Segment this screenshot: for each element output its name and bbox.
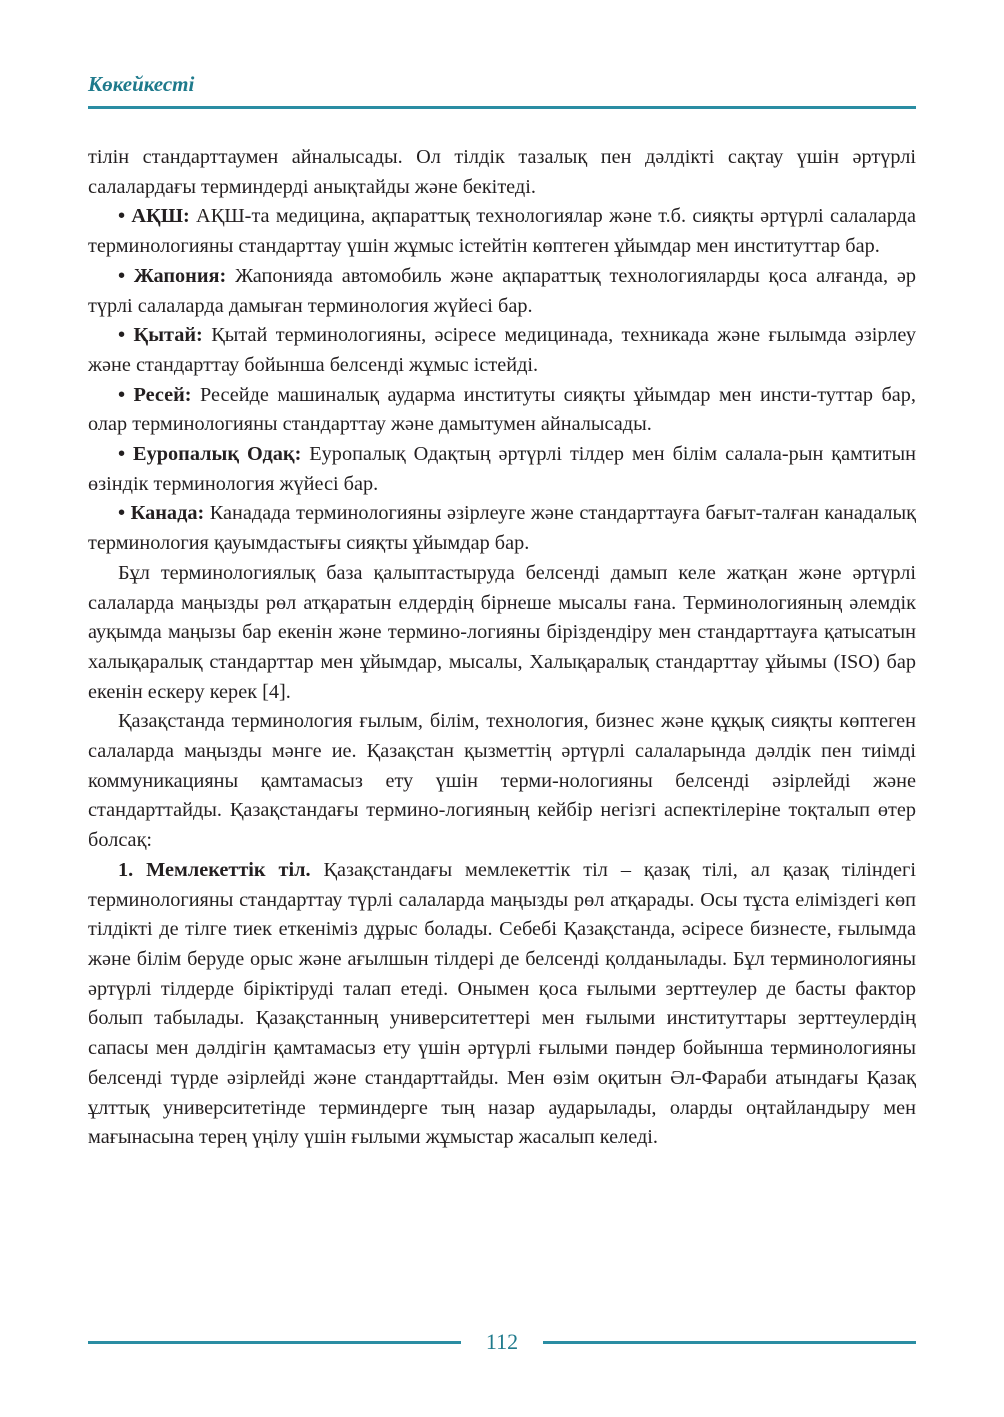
footer-divider-left [88, 1341, 461, 1344]
paragraph [88, 707, 916, 856]
bullet-eu [88, 440, 916, 499]
header-divider [88, 106, 916, 109]
page-header [88, 70, 916, 109]
body-text [88, 143, 916, 1153]
running-header-title: Көкейкесті [88, 72, 195, 96]
bullet-label: • Ресей: [118, 383, 192, 406]
bullet-label: • Жапония: [118, 264, 227, 287]
bullet-canada [88, 499, 916, 558]
bullet-text: АҚШ-та медицина, ақпараттық технологиялар және т.б. сияқты әртүрлі салаларда терминологияны стандарттау үшін жұмыс істейтін көптеген ұйымдар мен институттар бар. [88, 205, 916, 258]
bullet-usa [88, 202, 916, 261]
bullet-text: Еуропалық Одақтың әртүрлі тілдер мен білім салала-рын қамтитын өзіндік терминология жүйесі бар. [88, 443, 916, 495]
point-text: Қазақстандағы мемлекеттік тіл – қазақ тілі, ал қазақ тіліндегі терминологияны стандарттау түрлі салаларда маңызды рөл атқарады. Осы тұста еліміздегі көп тілдікті де тілге тиек еткеніміз дұрыс болады. Себебі Қазақстанда, әсіресе бизнесте, ғылымда және білім беруде орыс және ағылшын тілдері де белсенді қолданылады. Бұл терминологияны әртүрлі тілдерде біріктіруді талап етеді. Онымен қоса ғылыми зерттеулер де басты фактор болып табылады. Қазақстанның университеттері мен ғылыми институттары зерттеулердің сапасы мен дәлдігін қамтамасыз ету үшін әртүрлі ғылыми пәндер бойынша терминологияны белсенді түрде әзірлейді және стандарттайды. Мен өзім оқитын Әл-Фараби атындағы Қазақ ұлттық университетінде терминдерге тың назар аударылады, оларды оңтайландыру мен мағынасына терең үңілу үшін ғылыми жұмыстар жасалып келеді. [88, 858, 916, 1149]
bullet-label: • Еуропалық Одақ: [118, 443, 302, 466]
numbered-point-state-language [88, 856, 916, 1153]
page-number: 112 [485, 1329, 519, 1354]
bullet-label: • Канада: [118, 502, 205, 525]
bullet-label: • АҚШ: [118, 205, 190, 228]
bullet-text: Жапонияда автомобиль және ақпараттық технологияларды қоса алғанда, әр түрлі салаларда дамыған терминология жүйесі бар. [88, 264, 916, 317]
bullet-russia [88, 381, 916, 440]
paragraph-text: Қазақстанда терминология ғылым, білім, технология, бизнес және құқық сияқты көптеген салаларда маңызды мәнге ие. Қазақстан қызметтің әртүрлі салаларында дәлдік пен тиімді коммуникацияны қамтамасыз ету үшін терми-нологияны белсенді әзірлейді және стандарттайды. Қазақстандағы термино-логияның кейбір негізгі аспектілеріне тоқталып өтер болсақ: [88, 710, 916, 852]
paragraph [88, 143, 916, 202]
paragraph [88, 559, 916, 708]
paragraph-text: Бұл терминологиялық база қалыптастыруда белсенді дамып келе жатқан және әртүрлі салаларда маңызды рөл атқаратын елдердің бірнеше мысалы ғана. Терминологияның әлемдік ауқымда маңызы бар екенін және термино-логияны біріздендіру мен стандарттауға қатысатын халықаралық стандарттар мен ұйымдар, мысалы, Халықаралық стандарттау ұйымы (ISO) бар екенін ескеру керек [4]. [88, 561, 916, 703]
paragraph-text: тілін стандарттаумен айналысады. Ол тілдік тазалық пен дәлдікті сақтау үшін әртүрлі салалардағы терминдерді анықтайды және бекітеді. [88, 146, 916, 198]
bullet-label: • Қытай: [118, 324, 203, 347]
bullet-text: Ресейде машиналық аударма институты сияқты ұйымдар мен инсти-туттар бар, олар терминологияны стандарттау және дамытумен айналысады. [88, 383, 917, 436]
bullet-japan [88, 262, 916, 321]
footer-divider-right [543, 1341, 916, 1344]
page-footer [88, 1325, 916, 1359]
bullet-text: Қытай терминологияны, әсіресе медицинада, техникада және ғылымда әзірлеу және стандарттау бойынша белсенді жұмыс істейді. [88, 324, 916, 376]
point-label: 1. Мемлекеттік тіл. [118, 858, 311, 881]
bullet-text: Канадада терминологияны әзірлеуге және стандарттауға бағыт-талған канадалық терминология қауымдастығы сияқты ұйымдар бар. [88, 502, 916, 555]
bullet-china [88, 321, 916, 380]
